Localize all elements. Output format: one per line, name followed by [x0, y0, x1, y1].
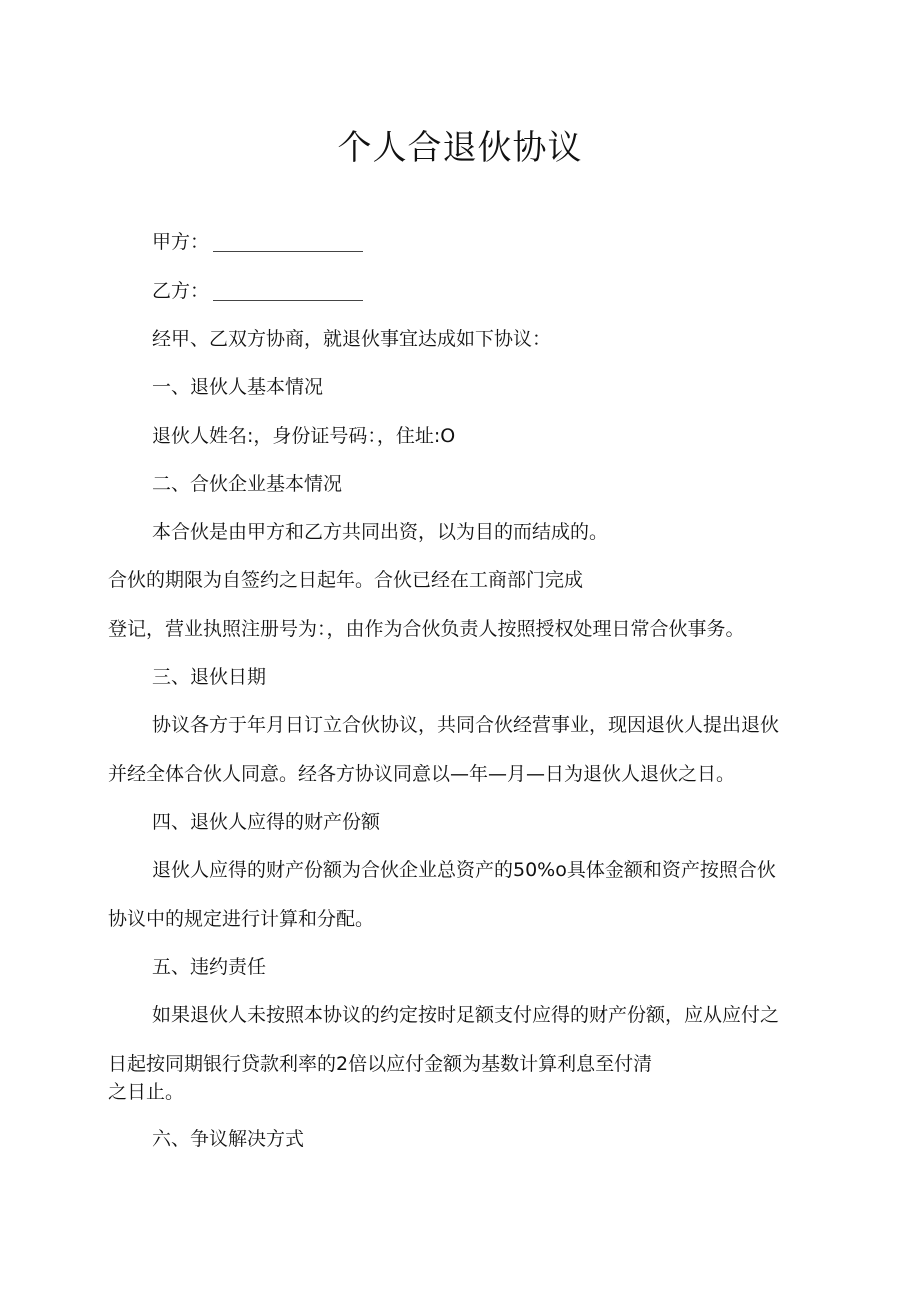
document-title: 个人合退伙协议 — [337, 128, 583, 168]
section-2-paragraph-3: 登记，营业执照注册号为：，由作为合伙负责人按照授权处理日常合伙事务。 — [108, 618, 745, 640]
section-5-paragraph-3: 之日止。 — [108, 1081, 185, 1103]
section-3-heading: 三、退伙日期 — [152, 666, 267, 688]
section-6-heading: 六、争议解决方式 — [152, 1128, 305, 1150]
section-4-heading: 四、退伙人应得的财产份额 — [152, 811, 381, 833]
party-b-line — [152, 278, 363, 304]
section-4-paragraph-2: 协议中的规定进行计算和分配。 — [108, 908, 375, 930]
section-5-heading: 五、违约责任 — [152, 956, 267, 978]
party-a-line — [152, 229, 363, 255]
section-4-paragraph-1: 退伙人应得的财产份额为合伙企业总资产的50%o具体金额和资产按照合伙 — [152, 859, 776, 881]
section-2-heading: 二、合伙企业基本情况 — [152, 473, 343, 495]
section-3-paragraph-1: 协议各方于年月日订立合伙协议，共同合伙经营事业，现因退伙人提出退伙 — [152, 714, 780, 736]
section-1-text: 退伙人姓名:，身份证号码：，住址:O — [152, 425, 456, 447]
section-5-paragraph-1: 如果退伙人未按照本协议的约定按时足额支付应得的财产份额，应从应付之 — [152, 1004, 780, 1026]
section-3-paragraph-2: 并经全体合伙人同意。经各方协议同意以—年—月—日为退伙人退伙之日。 — [108, 763, 736, 785]
party-a-label: 甲方： — [152, 231, 210, 253]
section-5-paragraph-2: 日起按同期银行贷款利率的2倍以应付金额为基数计算利息至付清 — [108, 1053, 653, 1075]
party-b-blank — [213, 282, 363, 301]
section-2-paragraph-2: 合伙的期限为自签约之日起年。合伙已经在工商部门完成 — [108, 569, 584, 591]
intro-paragraph: 经甲、乙双方协商，就退伙事宜达成如下协议： — [152, 328, 552, 350]
section-1-heading: 一、退伙人基本情况 — [152, 376, 324, 398]
section-2-paragraph-1: 本合伙是由甲方和乙方共同出资，以为目的而结成的。 — [152, 521, 609, 543]
party-b-label: 乙方： — [152, 280, 210, 302]
party-a-blank — [213, 233, 363, 252]
